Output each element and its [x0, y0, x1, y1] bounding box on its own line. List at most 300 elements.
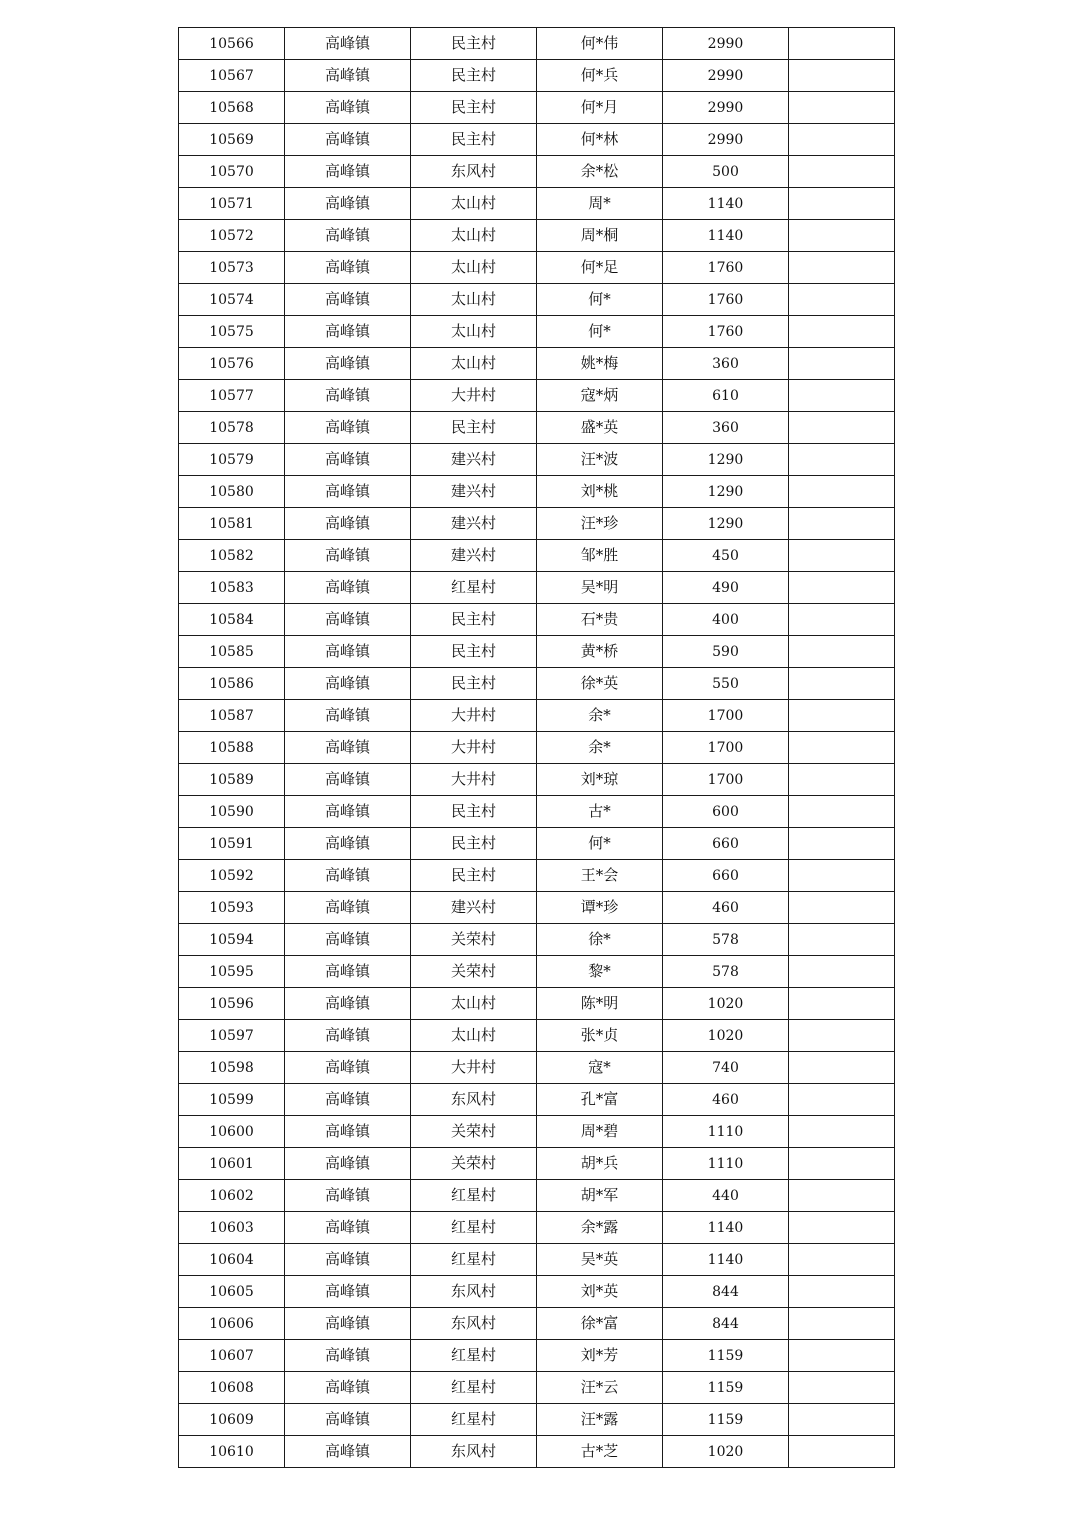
- remark-cell: [789, 156, 895, 188]
- village-cell: 民主村: [411, 60, 537, 92]
- row-number-cell: 10578: [179, 412, 285, 444]
- table-row: [179, 508, 895, 540]
- row-number-cell: 10598: [179, 1052, 285, 1084]
- village-cell: 关荣村: [411, 956, 537, 988]
- remark-cell: [789, 796, 895, 828]
- remark-cell: [789, 924, 895, 956]
- row-number-cell: 10593: [179, 892, 285, 924]
- remark-cell: [789, 1244, 895, 1276]
- row-number-cell: 10583: [179, 572, 285, 604]
- remark-cell: [789, 860, 895, 892]
- town-cell: 高峰镇: [285, 764, 411, 796]
- row-number-cell: 10606: [179, 1308, 285, 1340]
- row-number-cell: 10588: [179, 732, 285, 764]
- village-cell: 太山村: [411, 252, 537, 284]
- row-number-cell: 10592: [179, 860, 285, 892]
- row-number-cell: 10586: [179, 668, 285, 700]
- amount-cell: 2990: [663, 124, 789, 156]
- remark-cell: [789, 668, 895, 700]
- village-cell: 关荣村: [411, 924, 537, 956]
- name-cell: 刘*英: [537, 1276, 663, 1308]
- amount-cell: 844: [663, 1276, 789, 1308]
- remark-cell: [789, 412, 895, 444]
- town-cell: 高峰镇: [285, 1404, 411, 1436]
- village-cell: 太山村: [411, 988, 537, 1020]
- amount-cell: 1110: [663, 1116, 789, 1148]
- name-cell: 何*: [537, 828, 663, 860]
- amount-cell: 460: [663, 892, 789, 924]
- amount-cell: 660: [663, 860, 789, 892]
- remark-cell: [789, 380, 895, 412]
- amount-cell: 1140: [663, 1244, 789, 1276]
- remark-cell: [789, 1148, 895, 1180]
- name-cell: 吴*英: [537, 1244, 663, 1276]
- town-cell: 高峰镇: [285, 220, 411, 252]
- row-number-cell: 10607: [179, 1340, 285, 1372]
- amount-cell: 1110: [663, 1148, 789, 1180]
- table-row: [179, 348, 895, 380]
- row-number-cell: 10605: [179, 1276, 285, 1308]
- table-row: [179, 956, 895, 988]
- town-cell: 高峰镇: [285, 124, 411, 156]
- name-cell: 汪*云: [537, 1372, 663, 1404]
- amount-cell: 740: [663, 1052, 789, 1084]
- amount-cell: 844: [663, 1308, 789, 1340]
- name-cell: 何*足: [537, 252, 663, 284]
- village-cell: 建兴村: [411, 892, 537, 924]
- village-cell: 建兴村: [411, 508, 537, 540]
- village-cell: 东风村: [411, 1308, 537, 1340]
- name-cell: 孔*富: [537, 1084, 663, 1116]
- table-row: [179, 1436, 895, 1468]
- row-number-cell: 10568: [179, 92, 285, 124]
- remark-cell: [789, 1308, 895, 1340]
- table-row: [179, 28, 895, 60]
- remark-cell: [789, 636, 895, 668]
- remark-cell: [789, 764, 895, 796]
- remark-cell: [789, 1276, 895, 1308]
- village-cell: 建兴村: [411, 540, 537, 572]
- amount-cell: 1760: [663, 284, 789, 316]
- town-cell: 高峰镇: [285, 1436, 411, 1468]
- name-cell: 余*: [537, 700, 663, 732]
- row-number-cell: 10585: [179, 636, 285, 668]
- remark-cell: [789, 1404, 895, 1436]
- amount-cell: 1159: [663, 1340, 789, 1372]
- remark-cell: [789, 1084, 895, 1116]
- name-cell: 周*: [537, 188, 663, 220]
- name-cell: 古*: [537, 796, 663, 828]
- row-number-cell: 10580: [179, 476, 285, 508]
- town-cell: 高峰镇: [285, 476, 411, 508]
- village-cell: 民主村: [411, 796, 537, 828]
- remark-cell: [789, 700, 895, 732]
- table-row: [179, 828, 895, 860]
- village-cell: 民主村: [411, 28, 537, 60]
- amount-cell: 590: [663, 636, 789, 668]
- remark-cell: [789, 476, 895, 508]
- remark-cell: [789, 252, 895, 284]
- row-number-cell: 10604: [179, 1244, 285, 1276]
- row-number-cell: 10601: [179, 1148, 285, 1180]
- town-cell: 高峰镇: [285, 828, 411, 860]
- remark-cell: [789, 316, 895, 348]
- name-cell: 刘*琼: [537, 764, 663, 796]
- remark-cell: [789, 60, 895, 92]
- village-cell: 太山村: [411, 188, 537, 220]
- town-cell: 高峰镇: [285, 1180, 411, 1212]
- amount-cell: 460: [663, 1084, 789, 1116]
- amount-cell: 360: [663, 412, 789, 444]
- town-cell: 高峰镇: [285, 188, 411, 220]
- name-cell: 徐*英: [537, 668, 663, 700]
- remark-cell: [789, 1340, 895, 1372]
- table-row: [179, 380, 895, 412]
- name-cell: 汪*露: [537, 1404, 663, 1436]
- town-cell: 高峰镇: [285, 1244, 411, 1276]
- row-number-cell: 10602: [179, 1180, 285, 1212]
- name-cell: 汪*珍: [537, 508, 663, 540]
- amount-cell: 2990: [663, 92, 789, 124]
- row-number-cell: 10590: [179, 796, 285, 828]
- table-row: [179, 1244, 895, 1276]
- table-row: [179, 892, 895, 924]
- town-cell: 高峰镇: [285, 636, 411, 668]
- table-row: [179, 60, 895, 92]
- table-row: [179, 668, 895, 700]
- table-row: [179, 572, 895, 604]
- town-cell: 高峰镇: [285, 252, 411, 284]
- table-body: [179, 28, 895, 1468]
- town-cell: 高峰镇: [285, 1052, 411, 1084]
- town-cell: 高峰镇: [285, 604, 411, 636]
- table-row: [179, 284, 895, 316]
- town-cell: 高峰镇: [285, 924, 411, 956]
- row-number-cell: 10575: [179, 316, 285, 348]
- remark-cell: [789, 188, 895, 220]
- table-row: [179, 156, 895, 188]
- row-number-cell: 10574: [179, 284, 285, 316]
- village-cell: 民主村: [411, 828, 537, 860]
- town-cell: 高峰镇: [285, 380, 411, 412]
- town-cell: 高峰镇: [285, 1340, 411, 1372]
- table-row: [179, 540, 895, 572]
- table-row: [179, 1404, 895, 1436]
- row-number-cell: 10582: [179, 540, 285, 572]
- remark-cell: [789, 444, 895, 476]
- amount-cell: 578: [663, 924, 789, 956]
- amount-cell: 1020: [663, 1436, 789, 1468]
- remark-cell: [789, 572, 895, 604]
- town-cell: 高峰镇: [285, 1308, 411, 1340]
- row-number-cell: 10569: [179, 124, 285, 156]
- village-cell: 民主村: [411, 412, 537, 444]
- amount-cell: 1760: [663, 252, 789, 284]
- row-number-cell: 10584: [179, 604, 285, 636]
- village-cell: 大井村: [411, 1052, 537, 1084]
- remark-cell: [789, 1180, 895, 1212]
- town-cell: 高峰镇: [285, 956, 411, 988]
- row-number-cell: 10577: [179, 380, 285, 412]
- remark-cell: [789, 348, 895, 380]
- amount-cell: 1700: [663, 764, 789, 796]
- town-cell: 高峰镇: [285, 284, 411, 316]
- amount-cell: 1020: [663, 1020, 789, 1052]
- row-number-cell: 10600: [179, 1116, 285, 1148]
- remark-cell: [789, 1436, 895, 1468]
- village-cell: 太山村: [411, 284, 537, 316]
- row-number-cell: 10571: [179, 188, 285, 220]
- town-cell: 高峰镇: [285, 60, 411, 92]
- table-row: [179, 636, 895, 668]
- village-cell: 太山村: [411, 348, 537, 380]
- remark-cell: [789, 1020, 895, 1052]
- row-number-cell: 10603: [179, 1212, 285, 1244]
- remark-cell: [789, 540, 895, 572]
- name-cell: 石*贵: [537, 604, 663, 636]
- village-cell: 民主村: [411, 124, 537, 156]
- amount-cell: 490: [663, 572, 789, 604]
- name-cell: 汪*波: [537, 444, 663, 476]
- name-cell: 吴*明: [537, 572, 663, 604]
- row-number-cell: 10573: [179, 252, 285, 284]
- amount-cell: 450: [663, 540, 789, 572]
- row-number-cell: 10576: [179, 348, 285, 380]
- amount-cell: 2990: [663, 60, 789, 92]
- town-cell: 高峰镇: [285, 444, 411, 476]
- name-cell: 何*伟: [537, 28, 663, 60]
- town-cell: 高峰镇: [285, 1020, 411, 1052]
- amount-cell: 578: [663, 956, 789, 988]
- village-cell: 东风村: [411, 1276, 537, 1308]
- name-cell: 何*: [537, 284, 663, 316]
- name-cell: 周*桐: [537, 220, 663, 252]
- name-cell: 胡*军: [537, 1180, 663, 1212]
- amount-cell: 660: [663, 828, 789, 860]
- name-cell: 刘*芳: [537, 1340, 663, 1372]
- town-cell: 高峰镇: [285, 796, 411, 828]
- name-cell: 何*兵: [537, 60, 663, 92]
- amount-cell: 1290: [663, 444, 789, 476]
- table-row: [179, 604, 895, 636]
- table-row: [179, 1212, 895, 1244]
- row-number-cell: 10597: [179, 1020, 285, 1052]
- name-cell: 何*月: [537, 92, 663, 124]
- amount-cell: 1700: [663, 700, 789, 732]
- remark-cell: [789, 28, 895, 60]
- table-row: [179, 764, 895, 796]
- remark-cell: [789, 1372, 895, 1404]
- town-cell: 高峰镇: [285, 732, 411, 764]
- table-row: [179, 188, 895, 220]
- table-row: [179, 412, 895, 444]
- amount-cell: 2990: [663, 28, 789, 60]
- name-cell: 余*松: [537, 156, 663, 188]
- amount-cell: 1159: [663, 1372, 789, 1404]
- name-cell: 徐*: [537, 924, 663, 956]
- table-row: [179, 700, 895, 732]
- name-cell: 何*林: [537, 124, 663, 156]
- table-row: [179, 1372, 895, 1404]
- village-cell: 红星村: [411, 1244, 537, 1276]
- village-cell: 大井村: [411, 732, 537, 764]
- amount-cell: 600: [663, 796, 789, 828]
- row-number-cell: 10591: [179, 828, 285, 860]
- row-number-cell: 10587: [179, 700, 285, 732]
- amount-cell: 440: [663, 1180, 789, 1212]
- name-cell: 王*会: [537, 860, 663, 892]
- table-row: [179, 1084, 895, 1116]
- town-cell: 高峰镇: [285, 1212, 411, 1244]
- town-cell: 高峰镇: [285, 892, 411, 924]
- town-cell: 高峰镇: [285, 1276, 411, 1308]
- name-cell: 陈*明: [537, 988, 663, 1020]
- amount-cell: 400: [663, 604, 789, 636]
- town-cell: 高峰镇: [285, 1116, 411, 1148]
- village-cell: 民主村: [411, 636, 537, 668]
- row-number-cell: 10581: [179, 508, 285, 540]
- table-row: [179, 220, 895, 252]
- remark-cell: [789, 604, 895, 636]
- town-cell: 高峰镇: [285, 28, 411, 60]
- remark-cell: [789, 508, 895, 540]
- table-row: [179, 1116, 895, 1148]
- row-number-cell: 10608: [179, 1372, 285, 1404]
- amount-cell: 1290: [663, 508, 789, 540]
- name-cell: 寇*: [537, 1052, 663, 1084]
- name-cell: 姚*梅: [537, 348, 663, 380]
- town-cell: 高峰镇: [285, 700, 411, 732]
- amount-cell: 500: [663, 156, 789, 188]
- row-number-cell: 10609: [179, 1404, 285, 1436]
- table-row: [179, 1020, 895, 1052]
- amount-cell: 1290: [663, 476, 789, 508]
- town-cell: 高峰镇: [285, 1084, 411, 1116]
- remark-cell: [789, 732, 895, 764]
- name-cell: 张*贞: [537, 1020, 663, 1052]
- town-cell: 高峰镇: [285, 988, 411, 1020]
- name-cell: 胡*兵: [537, 1148, 663, 1180]
- village-cell: 大井村: [411, 700, 537, 732]
- village-cell: 大井村: [411, 380, 537, 412]
- remark-cell: [789, 892, 895, 924]
- name-cell: 古*芝: [537, 1436, 663, 1468]
- town-cell: 高峰镇: [285, 860, 411, 892]
- village-cell: 关荣村: [411, 1148, 537, 1180]
- table-row: [179, 92, 895, 124]
- table-row: [179, 252, 895, 284]
- data-table: [178, 27, 895, 1468]
- village-cell: 民主村: [411, 604, 537, 636]
- village-cell: 红星村: [411, 1404, 537, 1436]
- table-row: [179, 444, 895, 476]
- table-row: [179, 1340, 895, 1372]
- name-cell: 谭*珍: [537, 892, 663, 924]
- table-row: [179, 796, 895, 828]
- amount-cell: 550: [663, 668, 789, 700]
- row-number-cell: 10595: [179, 956, 285, 988]
- amount-cell: 1140: [663, 188, 789, 220]
- amount-cell: 1159: [663, 1404, 789, 1436]
- remark-cell: [789, 92, 895, 124]
- name-cell: 余*露: [537, 1212, 663, 1244]
- village-cell: 红星村: [411, 1340, 537, 1372]
- name-cell: 黎*: [537, 956, 663, 988]
- row-number-cell: 10579: [179, 444, 285, 476]
- village-cell: 关荣村: [411, 1116, 537, 1148]
- row-number-cell: 10566: [179, 28, 285, 60]
- table-row: [179, 124, 895, 156]
- amount-cell: 610: [663, 380, 789, 412]
- table-row: [179, 732, 895, 764]
- village-cell: 民主村: [411, 860, 537, 892]
- village-cell: 民主村: [411, 668, 537, 700]
- name-cell: 徐*富: [537, 1308, 663, 1340]
- table-row: [179, 1308, 895, 1340]
- amount-cell: 1140: [663, 220, 789, 252]
- remark-cell: [789, 1116, 895, 1148]
- name-cell: 盛*英: [537, 412, 663, 444]
- table-row: [179, 476, 895, 508]
- village-cell: 建兴村: [411, 444, 537, 476]
- village-cell: 红星村: [411, 572, 537, 604]
- row-number-cell: 10570: [179, 156, 285, 188]
- town-cell: 高峰镇: [285, 316, 411, 348]
- name-cell: 黄*桥: [537, 636, 663, 668]
- name-cell: 寇*炳: [537, 380, 663, 412]
- town-cell: 高峰镇: [285, 668, 411, 700]
- row-number-cell: 10594: [179, 924, 285, 956]
- remark-cell: [789, 1212, 895, 1244]
- remark-cell: [789, 988, 895, 1020]
- village-cell: 红星村: [411, 1212, 537, 1244]
- name-cell: 何*: [537, 316, 663, 348]
- name-cell: 邹*胜: [537, 540, 663, 572]
- name-cell: 余*: [537, 732, 663, 764]
- table-row: [179, 1276, 895, 1308]
- name-cell: 刘*桃: [537, 476, 663, 508]
- remark-cell: [789, 284, 895, 316]
- remark-cell: [789, 828, 895, 860]
- village-cell: 东风村: [411, 1436, 537, 1468]
- town-cell: 高峰镇: [285, 508, 411, 540]
- table-row: [179, 1180, 895, 1212]
- town-cell: 高峰镇: [285, 412, 411, 444]
- table-row: [179, 924, 895, 956]
- village-cell: 东风村: [411, 1084, 537, 1116]
- remark-cell: [789, 124, 895, 156]
- town-cell: 高峰镇: [285, 92, 411, 124]
- table-row: [179, 860, 895, 892]
- row-number-cell: 10599: [179, 1084, 285, 1116]
- village-cell: 建兴村: [411, 476, 537, 508]
- village-cell: 太山村: [411, 1020, 537, 1052]
- amount-cell: 1700: [663, 732, 789, 764]
- table-row: [179, 1052, 895, 1084]
- row-number-cell: 10596: [179, 988, 285, 1020]
- town-cell: 高峰镇: [285, 1148, 411, 1180]
- row-number-cell: 10589: [179, 764, 285, 796]
- table-row: [179, 988, 895, 1020]
- name-cell: 周*碧: [537, 1116, 663, 1148]
- row-number-cell: 10610: [179, 1436, 285, 1468]
- row-number-cell: 10567: [179, 60, 285, 92]
- row-number-cell: 10572: [179, 220, 285, 252]
- village-cell: 民主村: [411, 92, 537, 124]
- amount-cell: 1760: [663, 316, 789, 348]
- amount-cell: 1020: [663, 988, 789, 1020]
- village-cell: 太山村: [411, 316, 537, 348]
